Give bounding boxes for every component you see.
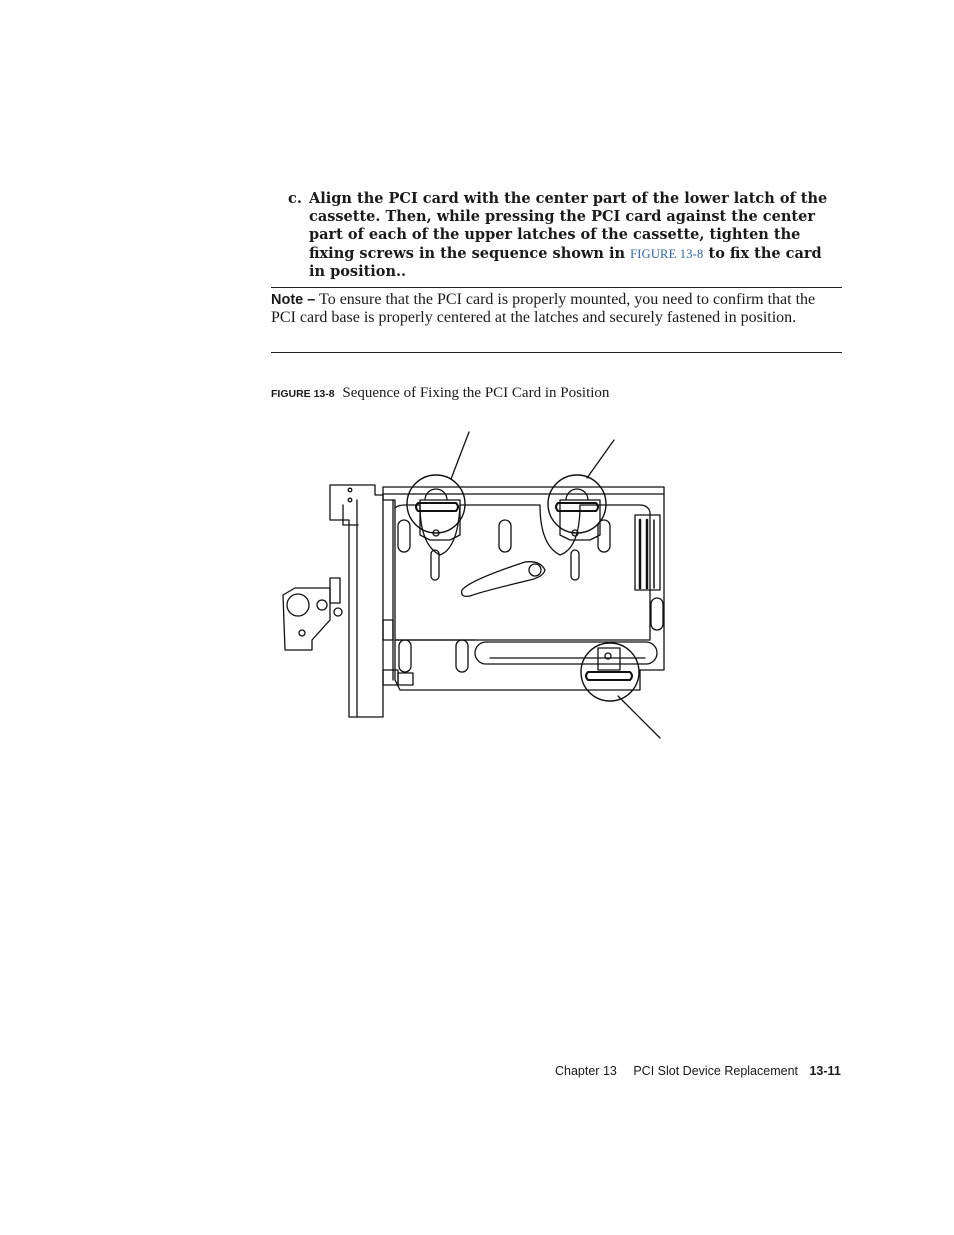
page-footer	[555, 1064, 841, 1078]
note-bottom-rule	[271, 352, 842, 353]
pci-cassette-drawing	[270, 420, 690, 750]
step-text-before: Align the PCI card with the center part of the lower latch of the cassette. Then, while pressing the PCI card against the center part of each of the upper latches of the cassette, tighten the fixing screws in the sequence shown in	[309, 190, 828, 262]
figure-caption	[271, 385, 609, 402]
pci-cassette-figure	[270, 420, 690, 750]
note-top-rule	[271, 287, 842, 288]
step-text-after: to fix the card in position..	[309, 244, 822, 280]
figure-cross-reference-link[interactable]: FIGURE 13-8	[630, 246, 704, 261]
figure-caption-text: Sequence of Fixing the PCI Card in Position	[342, 385, 610, 401]
note-text: To ensure that the PCI card is properly mounted, you need to confirm that the PCI card base is properly centered at the latches and securely fastened in position.	[271, 291, 816, 327]
footer-chapter-title: PCI Slot Device Replacement	[633, 1064, 798, 1078]
figure-label: FIGURE 13-8	[271, 388, 335, 400]
note-block	[271, 291, 842, 328]
note-label: Note –	[271, 292, 316, 308]
footer-chapter: Chapter 13	[555, 1064, 617, 1078]
footer-page-number: 13-11	[809, 1064, 841, 1078]
step-text	[309, 190, 833, 281]
procedure-step-c	[288, 190, 833, 281]
step-marker: c.	[288, 190, 302, 207]
